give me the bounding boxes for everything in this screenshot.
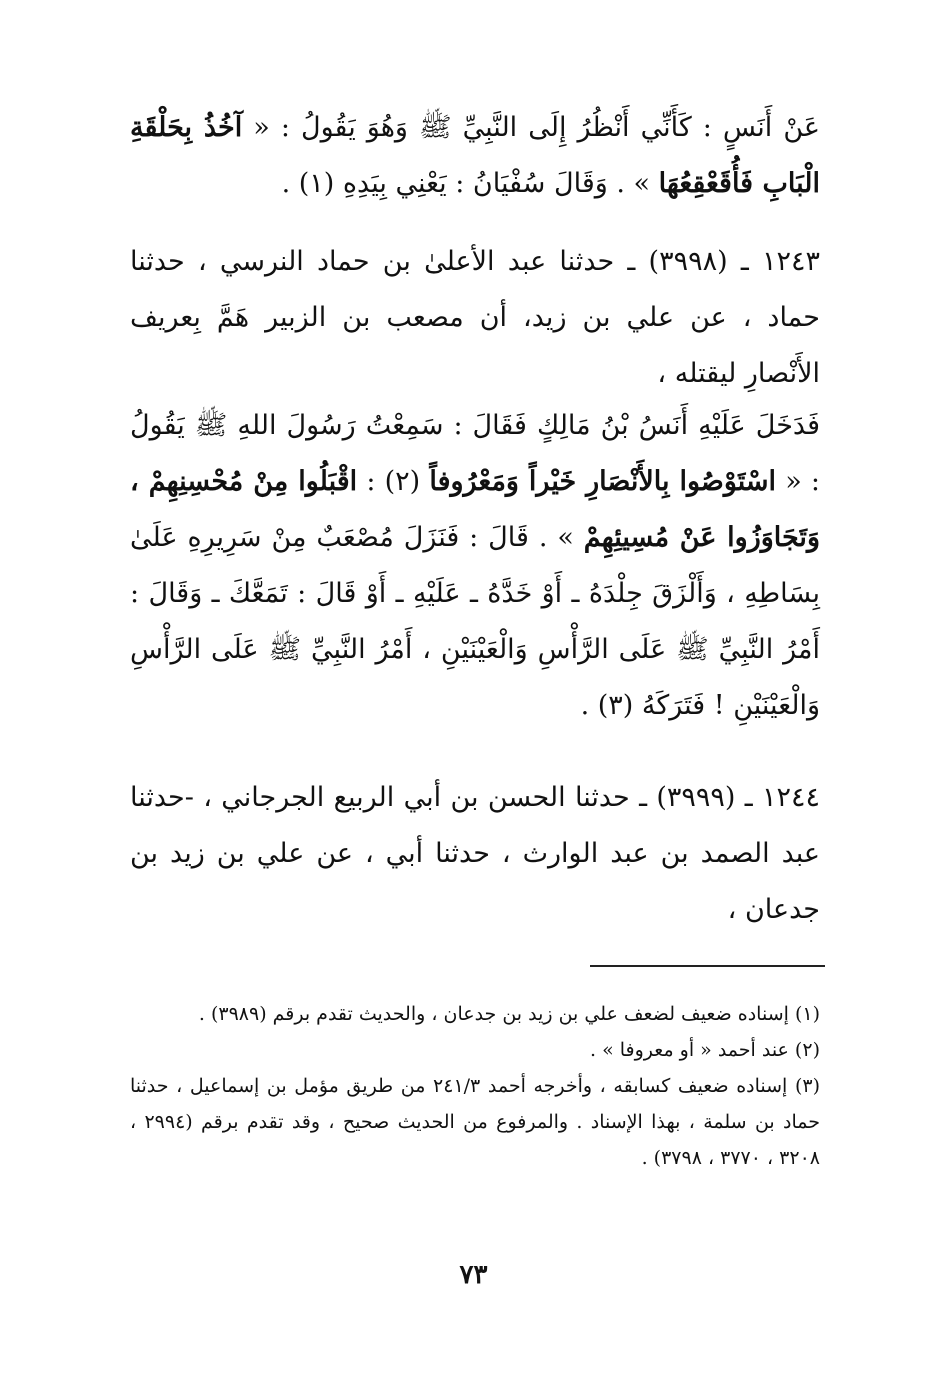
hadith-isnad-1243 [130, 234, 820, 402]
hadith-quote: اسْتَوْصُوا بِالأَنْصَارِ خَيْراً وَمَعْرُوفاً [429, 466, 777, 497]
footnote-separator [590, 965, 825, 967]
hadith-text: عَنْ أَنَسٍ : كَأَنِّي أَنْظُرُ إِلَى النَّبِيِّ ﷺ وَهُوَ يَقُولُ : « [253, 112, 820, 143]
footnotes [130, 996, 820, 1176]
isnad-text: ١٢٤٤ ـ (٣٩٩٩) ـ حدثنا الحسن بن أبي الربيع الجرجاني ، ‐حدثنا عبد الصمد بن عبد الوارث ، حدثنا أبي ، عن علي بن زيد بن جدعان ، [130, 782, 821, 925]
isnad-text: ١٢٤٣ ـ (٣٩٩٨) ـ حدثنا عبد الأعلىٰ بن حماد النرسي ، حدثنا حماد ، عن علي بن زيد، أن مصعب بن الزبير هَمَّ بِعريف الأَنْصارِ ليقتله ، [130, 246, 820, 389]
footnote-ref: (٢) : [366, 466, 421, 497]
footnote-2: (٢) عند أحمد « أو معروفا » . [590, 1039, 820, 1061]
hadith-text: » . وَقَالَ سُفْيَانُ : يَعْنِي بِيَدِهِ (١) . [281, 168, 651, 199]
footnote-3: (٣) إسناده ضعيف كسابقه ، وأخرجه أحمد ٢٤١/٣ من طريق مؤمل بن إسماعيل ، حدثنا حماد بن سلمة ، بهذا الإسناد . والمرفوع من الحديث صحيح ، وقد تقدم برقم (٢٩٩٤ ، ٣٢٠٨ ، ٣٧٧٠ ، ٣٧٩٨) . [130, 1075, 820, 1169]
hadith-isnad-1244 [130, 770, 820, 938]
page-number: ٧٣ [459, 1260, 488, 1290]
hadith-paragraph-3 [130, 398, 820, 734]
hadith-paragraph-1 [130, 100, 820, 212]
hadith-quote: اقْبَلُوا مِنْ مُحْسِنِهِمْ ، وَتَجَاوَزُوا عَنْ مُسِيئِهِمْ [130, 466, 820, 553]
hadith-text: » . قَالَ : فَنَزَلَ مُصْعَبٌ مِنْ سَرِيرِهِ عَلَىٰ بِسَاطِهِ ، وَأَلْزَقَ جِلْدَهُ ـ أَوْ خَدَّهُ ـ عَلَيْهِ ـ أَوْ قَالَ : تَمَعَّكَ ـ وَقَالَ : أَمْرُ النَّبِيِّ ﷺ عَلَى الرَّأْسِ وَالْعَيْنَيْنِ ، أَمْرُ النَّبِيِّ ﷺ عَلَى الرَّأْسِ وَالْعَيْنَيْنِ ! فَتَرَكَهُ (٣) . [130, 522, 820, 721]
hadith-quote: آخُذُ بِحَلْقَةِ الْبَابِ فَأُقَعْقِعُهَا [130, 112, 820, 199]
footnote-1: (١) إسناده ضعيف لضعف علي بن زيد بن جدعان ، والحديث تقدم برقم (٣٩٨٩) . [198, 1003, 820, 1025]
hadith-text: فَدَخَلَ عَلَيْهِ أَنَسُ بْنُ مَالِكٍ فَقَالَ : سَمِعْتُ رَسُولَ اللهِ ﷺ يَقُولُ : « [130, 410, 821, 497]
